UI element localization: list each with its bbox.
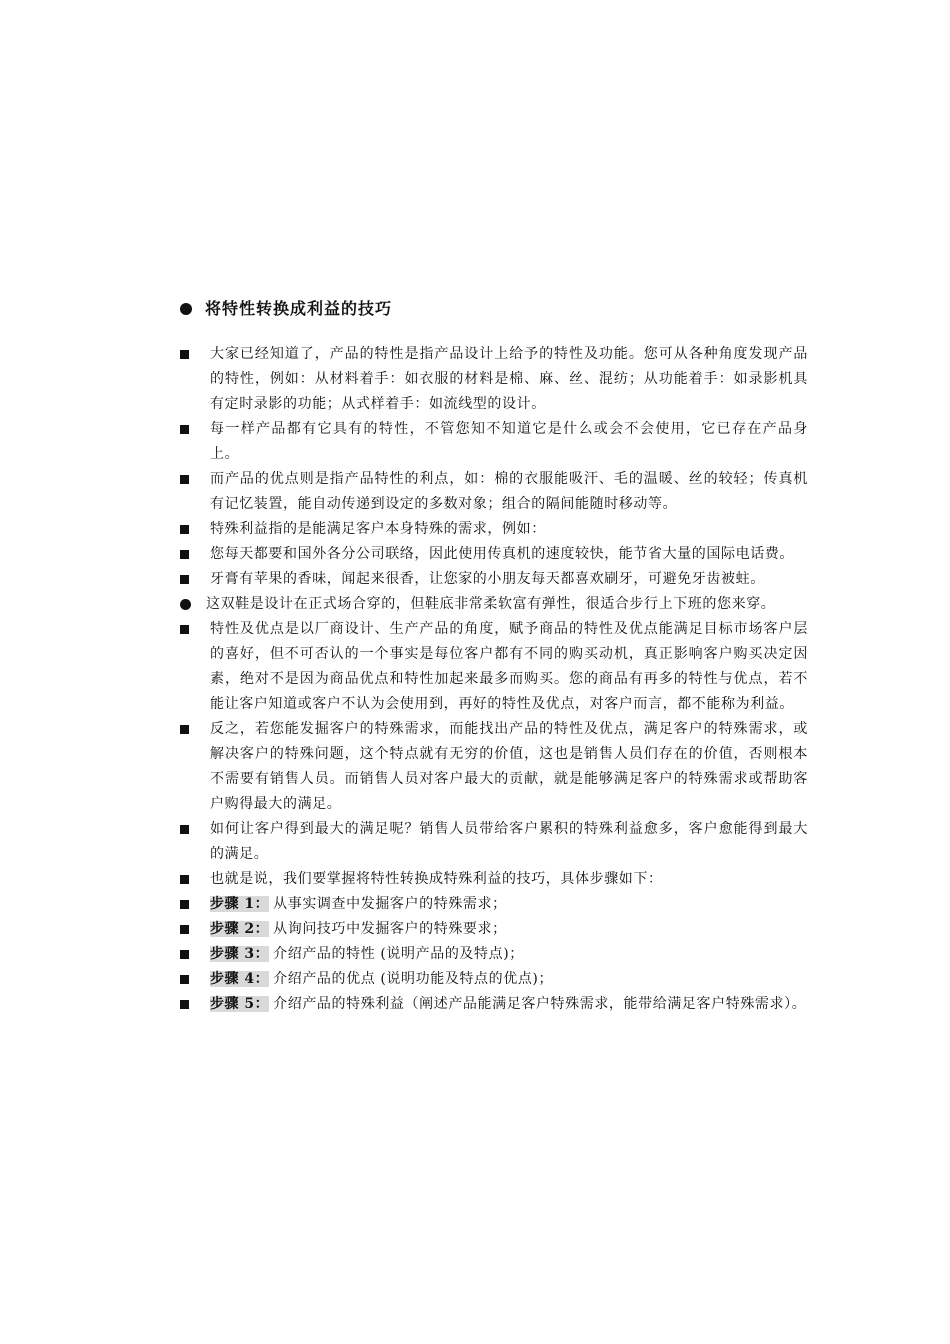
- list-item-body: 也就是说，我们要掌握将特性转换成特殊利益的技巧，具体步骤如下：: [210, 871, 663, 887]
- bullet-square-icon: [178, 342, 210, 367]
- list-item: [178, 967, 808, 992]
- bullet-square-icon: [178, 567, 210, 592]
- list-item-text: [210, 617, 808, 717]
- bullet-square-icon: [178, 517, 210, 542]
- list-item: [178, 917, 808, 942]
- list-item-text: [210, 517, 808, 542]
- list-item-body: 您每天都要和国外各分公司联络，因此使用传真机的速度较快，能节省大量的国际电话费。: [210, 546, 794, 562]
- bullet-square-icon: [178, 617, 210, 642]
- list-item-body: 从询问技巧中发掘客户的特殊要求；: [273, 921, 507, 937]
- list-item: [178, 567, 808, 592]
- list-item: [178, 817, 808, 867]
- list-item-text: [210, 717, 808, 817]
- list-item: [178, 867, 808, 892]
- list-item-body: 如何让客户得到最大的满足呢？销售人员带给客户累积的特殊利益愈多，客户愈能得到最大的满足。: [210, 821, 808, 862]
- list-item: [178, 617, 808, 717]
- bullet-square-icon: [178, 867, 210, 892]
- bullet-circle-icon: [180, 303, 192, 315]
- list-item-text: [210, 417, 808, 467]
- bullet-square-icon: [178, 717, 210, 742]
- list-item-body: 特殊利益指的是能满足客户本身特殊的需求，例如：: [210, 521, 546, 537]
- bullet-square-icon: [178, 917, 210, 942]
- list-item-text: [210, 467, 808, 517]
- list-item-body: 从事实调查中发掘客户的特殊需求；: [273, 896, 507, 912]
- step-label: 步骤 5：: [210, 996, 270, 1012]
- list-item-text: [210, 892, 808, 917]
- list-item: [178, 592, 808, 617]
- list-item-text: [210, 342, 808, 417]
- list-item-body: 而产品的优点则是指产品特性的利点，如：棉的衣服能吸汗、毛的温暖、丝的较轻；传真机有记忆装置，能自动传递到设定的多数对象；组合的隔间能随时移动等。: [210, 471, 808, 512]
- list-item: [178, 717, 808, 817]
- list-item-body: 介绍产品的特性 (说明产品的及特点)；: [273, 946, 524, 962]
- section-heading: [178, 296, 818, 322]
- bullet-square-icon: [178, 542, 210, 567]
- list-item: [178, 342, 808, 417]
- list-item-body: 介绍产品的特殊利益（阐述产品能满足客户特殊需求，能带给满足客户特殊需求）。: [273, 996, 807, 1012]
- list-item-text: [210, 542, 808, 567]
- section-title: 将特性转换成利益的技巧: [205, 299, 393, 318]
- list-item: [178, 892, 808, 917]
- step-label: 步骤 2：: [210, 921, 270, 937]
- list-item: [178, 942, 808, 967]
- list-item-body: 每一样产品都有它具有的特性，不管您知不知道它是什么或会不会使用，它已存在产品身上。: [210, 421, 808, 462]
- list-item-body: 大家已经知道了，产品的特性是指产品设计上给予的特性及功能。您可从各种角度发现产品的特性，例如：从材料着手：如衣服的材料是棉、麻、丝、混纺；从功能着手：如录影机具有定时录影的功能；从式样着手：如流线型的设计。: [210, 346, 808, 412]
- bullet-square-icon: [178, 992, 210, 1017]
- list-item-body: 这双鞋是设计在正式场合穿的，但鞋底非常柔软富有弹性，很适合步行上下班的您来穿。: [206, 596, 776, 612]
- list-item-text: [210, 967, 808, 992]
- bullet-list: [178, 342, 808, 1017]
- step-label: 步骤 1：: [210, 896, 270, 912]
- list-item-text: [210, 942, 808, 967]
- list-item-text: [210, 567, 808, 592]
- list-item-text: [210, 992, 808, 1017]
- step-label: 步骤 3：: [210, 946, 270, 962]
- list-item: [178, 467, 808, 517]
- bullet-square-icon: [178, 892, 210, 917]
- list-item: [178, 517, 808, 542]
- list-item-body: 介绍产品的优点 (说明功能及特点的优点)；: [273, 971, 554, 987]
- list-item: [178, 417, 808, 467]
- list-item-body: 特性及优点是以厂商设计、生产产品的角度，赋予商品的特性及优点能满足目标市场客户层的喜好，但不可否认的一个事实是每位客户都有不同的购买动机，真正影响客户购买决定因素，绝对不是因为商品优点和特性加起来最多而购买。您的商品有再多的特性与优点，若不能让客户知道或客户不认为会使用到，再好的特性及优点，对客户而言，都不能称为利益。: [210, 621, 808, 712]
- list-item-text: [210, 917, 808, 942]
- bullet-square-icon: [178, 467, 210, 492]
- bullet-square-icon: [178, 967, 210, 992]
- list-item-body: 反之，若您能发掘客户的特殊需求，而能找出产品的特性及优点，满足客户的特殊需求，或解决客户的特殊问题，这个特点就有无穷的价值，这也是销售人员们存在的价值，否则根本不需要有销售人员。而销售人员对客户最大的贡献，就是能够满足客户的特殊需求或帮助客户购得最大的满足。: [210, 721, 808, 812]
- list-item: [178, 992, 808, 1017]
- step-label: 步骤 4：: [210, 971, 270, 987]
- bullet-circle-icon: [178, 592, 206, 617]
- list-item-body: 牙膏有苹果的香味，闻起来很香，让您家的小朋友每天都喜欢刷牙，可避免牙齿被蛀。: [210, 571, 765, 587]
- bullet-square-icon: [178, 942, 210, 967]
- list-item: [178, 542, 808, 567]
- bullet-square-icon: [178, 417, 210, 442]
- list-item-text: [210, 867, 808, 892]
- list-item-text: [210, 817, 808, 867]
- list-item-text: [206, 592, 808, 617]
- bullet-square-icon: [178, 817, 210, 842]
